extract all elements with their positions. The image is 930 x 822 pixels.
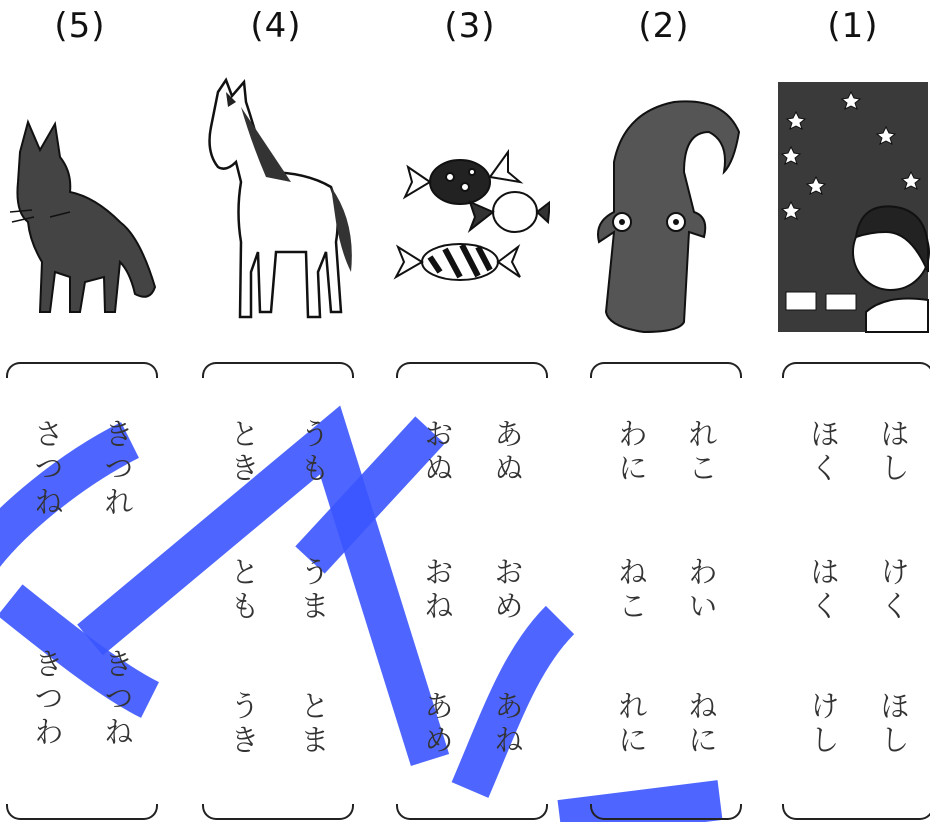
answer-bracket-bottom [202,804,354,820]
answer-bracket-top [590,362,742,378]
option-word-right: れこ [682,418,717,486]
option-3[interactable] [606,690,722,770]
option-word-left: とも [224,556,259,624]
option-word-left: うき [224,690,259,758]
option-2[interactable] [412,556,528,636]
option-2[interactable] [218,556,334,636]
option-1[interactable] [798,418,914,498]
question-number: (3) [444,6,496,46]
option-word-right: とま [294,690,329,758]
option-word-right: うま [294,556,329,624]
option-word-right: あね [488,690,523,758]
column-1 [776,0,930,822]
option-word-left: はく [804,556,839,624]
option-word-right: うも [294,418,329,486]
option-word-left: おね [418,556,453,624]
answer-bracket-top [202,362,354,378]
question-number: (2) [638,6,690,46]
fox-illustration [0,72,160,342]
answer-bracket-top [6,362,158,378]
option-word-right: わい [682,556,717,624]
option-1[interactable] [218,418,334,498]
horse-illustration [196,72,356,342]
option-1[interactable] [22,418,138,528]
option-2[interactable] [606,556,722,636]
option-word-right: はし [874,418,909,486]
option-3[interactable] [412,690,528,770]
option-word-left: けし [804,690,839,758]
column-4 [196,0,356,822]
question-number: (4) [250,6,302,46]
answer-bracket-bottom [782,804,930,820]
option-word-left: おぬ [418,418,453,486]
option-word-right: ほし [874,690,909,758]
candy-illustration [390,72,550,342]
option-1[interactable] [606,418,722,498]
night-sky-illustration [776,72,930,342]
option-word-left: さつね [28,418,63,520]
option-2[interactable] [798,556,914,636]
option-3[interactable] [218,690,334,770]
answer-bracket-bottom [590,804,742,820]
option-word-right: あぬ [488,418,523,486]
answer-bracket-top [396,362,548,378]
column-2 [584,0,744,822]
option-2[interactable] [22,648,138,758]
question-number: (5) [54,6,106,46]
option-word-right: けく [874,556,909,624]
option-word-left: あめ [418,690,453,758]
option-word-left: ほく [804,418,839,486]
answer-bracket-bottom [396,804,548,820]
option-word-left: れに [612,690,647,758]
option-word-right: おめ [488,556,523,624]
option-word-left: きつわ [28,648,63,750]
option-word-right: きつね [98,648,133,750]
answer-bracket-bottom [6,804,158,820]
question-number: (1) [827,6,879,46]
option-1[interactable] [412,418,528,498]
column-5 [0,0,160,822]
option-3[interactable] [798,690,914,770]
option-word-left: わに [612,418,647,486]
column-3 [390,0,550,822]
option-word-left: ねこ [612,556,647,624]
option-word-left: とき [224,418,259,486]
option-word-right: きつれ [98,418,133,520]
option-word-right: ねに [682,690,717,758]
crocodile-illustration [584,72,744,342]
answer-bracket-top [782,362,930,378]
